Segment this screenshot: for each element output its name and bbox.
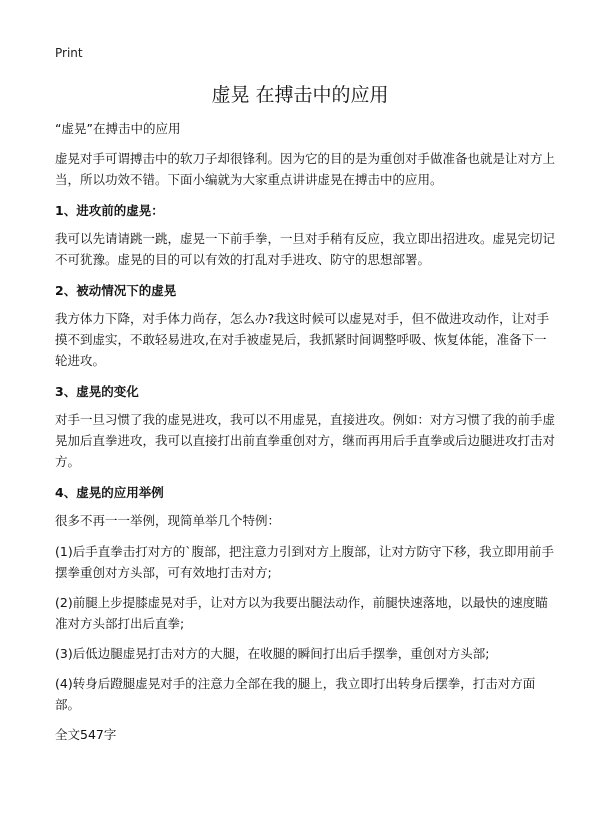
section-paragraph: 对手一旦习惯了我的虚晃进攻，我可以不用虚晃，直接进攻。例如：对方习惯了我的前手虚晃加后直拳进攻，我可以直接打出前直拳重创对方，继而再用后手直拳或后边腿进攻打击对方。 [55,412,556,469]
section-1 [55,200,555,270]
print-link[interactable]: Print [55,46,83,60]
word-count: 全文547字 [55,727,117,742]
section-paragraph: 很多不再一一举例，现简单举几个特例： [55,513,281,528]
example-item: (1)后手直拳击打对方的`腹部，把注意力引到对方上腹部，让对方防守下移，我立即用前手摆拳重创对方头部，可有效地打击对方; [55,544,554,580]
section-3 [55,381,555,472]
section-heading: 4、虚晃的应用举例 [55,485,164,500]
article-subtitle: “虚晃”在搏击中的应用 [55,121,181,136]
section-heading: 1、进攻前的虚晃： [55,203,164,218]
intro-paragraph: 虚晃对手可谓搏击中的软刀子却很锋利。因为它的目的是为重创对手做准备也就是让对方上当，所以功效不错。下面小编就为大家重点讲讲虚晃在搏击中的应用。 [55,151,556,187]
example-item: (3)后低边腿虚晃打击对方的大腿，在收腿的瞬间打出后手摆拳，重创对方头部; [55,646,490,661]
page-title: 虚晃 在搏击中的应用 [211,84,389,106]
example-item: (2)前腿上步提膝虚晃对手，让对方以为我要出腿法动作，前腿快速落地，以最快的速度瞄准对方头部打出后直拳; [55,595,548,631]
section-2 [55,280,555,371]
section-paragraph: 我可以先请请跳一跳，虚晃一下前手拳，一旦对手稍有反应，我立即出招进攻。虚晃完切记不可犹豫。虚晃的目的可以有效的打乱对手进攻、防守的思想部署。 [55,231,556,267]
section-4 [55,482,555,531]
section-heading: 2、被动情况下的虚晃 [55,283,177,298]
example-item: (4)转身后蹬腿虚晃对手的注意力全部在我的腿上，我立即打出转身后摆拳，打击对方面部。 [55,676,536,712]
section-paragraph: 我方体力下降，对手体力尚存，怎么办?我这时候可以虚晃对手，但不做进攻动作，让对手摸不到虚实，不敢轻易进攻,在对手被虚晃后，我抓紧时间调整呼吸、恢复体能，准备下一轮进攻。 [55,311,550,368]
section-heading: 3、虚晃的变化 [55,384,139,399]
article-body [55,118,555,745]
